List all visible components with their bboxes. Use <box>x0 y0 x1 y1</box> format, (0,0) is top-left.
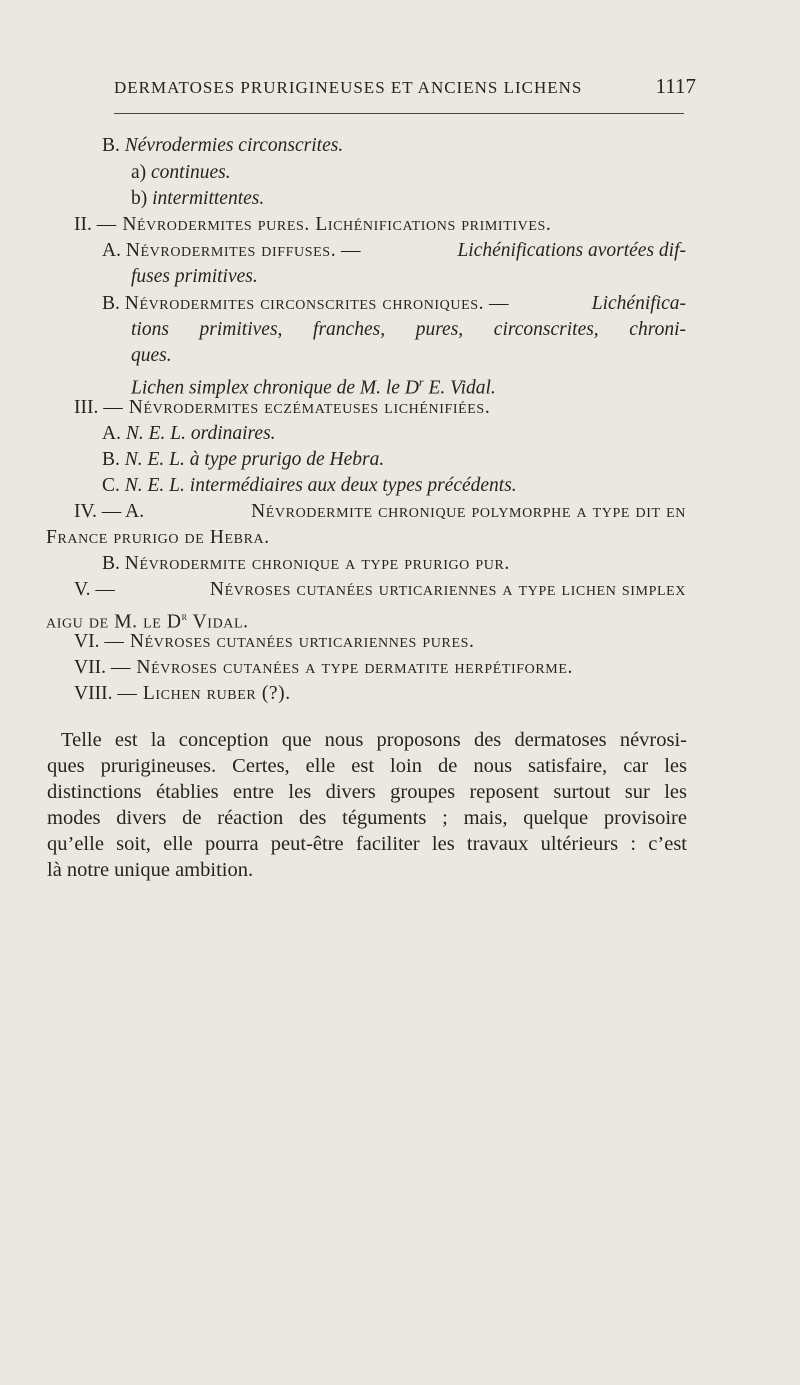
outline-item-continued: aigu de M. le $D^r$ Vidal. <box>46 609 249 633</box>
outline-item-continued: France prurigo de Hebra. <box>46 527 270 548</box>
paragraph-line: distinctions établies entre les divers groupes reposent surtout sur les <box>47 781 687 803</box>
paragraph-line: qu’elle soit, elle pourra peut-être faciliter les travaux ultérieurs : c’est <box>47 833 687 855</box>
outline-item: B. Névrodermite chronique a type prurigo pur. <box>102 553 510 574</box>
outline-item: IV. — A. Névrodermite chronique polymorphe a type dit en <box>74 501 686 522</box>
outline-item: A. N. E. L. ordinaires. <box>102 423 276 444</box>
paragraph-line: ques prurigineuses. Certes, elle est loin de nous satisfaire, car les <box>47 755 687 777</box>
running-header <box>114 74 696 106</box>
paragraph-line: Telle est la conception que nous proposons des dermatoses névrosi- <box>61 729 687 751</box>
outline-item: B. Névrodermies circonscrites. <box>102 135 344 156</box>
outline-item: III. — Névrodermites eczémateuses lichénifiées. <box>74 397 491 418</box>
running-title: DERMATOSES PRURIGINEUSES ET ANCIENS LICHENS <box>114 78 583 97</box>
outline-item: VI. — Névroses cutanées urticariennes pures. <box>74 631 475 652</box>
outline-item: a) continues. <box>131 162 231 183</box>
paragraph-line: modes divers de réaction des téguments ; mais, quelque provisoire <box>47 807 687 829</box>
outline-item: B. Névrodermites circonscrites chroniques. — Lichénifica- <box>102 293 686 314</box>
outline-item: B. N. E. L. à type prurigo de Hebra. <box>102 449 385 470</box>
outline-item: C. N. E. L. intermédiaires aux deux types précédents. <box>102 475 517 496</box>
outline-item-continued: tions primitives, franches, pures, circonscrites, chroni- <box>131 319 686 340</box>
outline-item: VIII. — Lichen ruber (?). <box>74 683 291 704</box>
outline-item-continued: fuses primitives. <box>131 266 258 287</box>
outline-item: V. — Névroses cutanées urticariennes a type lichen simplex <box>74 579 686 600</box>
outline-item: VII. — Névroses cutanées a type dermatite herpétiforme. <box>74 657 573 678</box>
header-rule <box>114 113 684 114</box>
outline-item: Lichen simplex chronique de M. le $D^r$ E. Vidal. <box>131 375 496 399</box>
paragraph-line: là notre unique ambition. <box>47 859 254 881</box>
outline-item-continued: ques. <box>131 345 172 366</box>
outline-item: II. — Névrodermites pures. Lichénifications primitives. <box>74 214 552 235</box>
page-number: 1117 <box>655 74 696 98</box>
outline-item: A. Névrodermites diffuses. — Lichénifications avortées dif- <box>102 240 686 261</box>
outline-item: b) intermittentes. <box>131 188 265 209</box>
